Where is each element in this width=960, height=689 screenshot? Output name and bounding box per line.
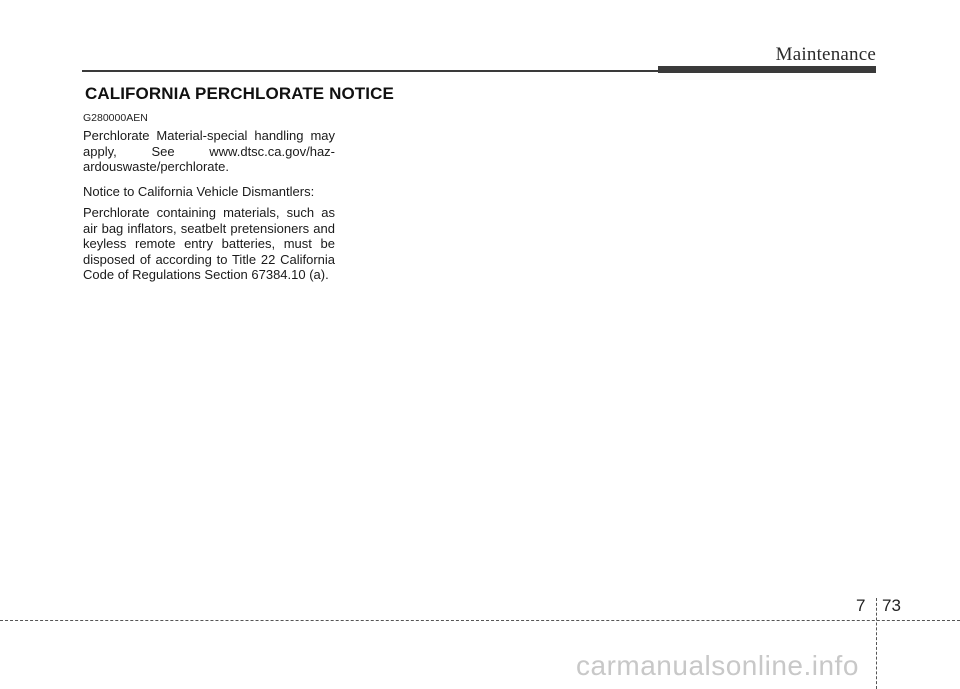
header-rule-thin: [82, 70, 662, 72]
section-header: Maintenance: [775, 44, 876, 65]
paragraph-disposal-instructions: Perchlorate containing materials, such as air bag inflators, seatbelt pretensioners and keyless remote entry batteries, must be disposed of according to Title 22 California Code of Regulations Section 67384.10 (a).: [83, 205, 335, 282]
footer-divider: [876, 598, 877, 689]
header-rule-thick: [658, 66, 876, 73]
watermark: carmanualsonline.info: [576, 650, 859, 681]
footer-rule: [0, 620, 960, 621]
page-number: 73: [882, 596, 901, 615]
paragraph-dismantlers-notice: Notice to California Vehicle Dismantlers:: [83, 183, 315, 199]
document-code: G280000AEN: [83, 112, 148, 124]
text-column: [83, 112, 335, 292]
chapter-number: 7: [856, 596, 866, 615]
page-title: CALIFORNIA PERCHLORATE NOTICE: [85, 84, 394, 103]
paragraph-perchlorate-handling: Perchlorate Material-special handling may apply, See www.dtsc.ca.gov/haz-ardouswaste/perchlorate.: [83, 128, 335, 174]
